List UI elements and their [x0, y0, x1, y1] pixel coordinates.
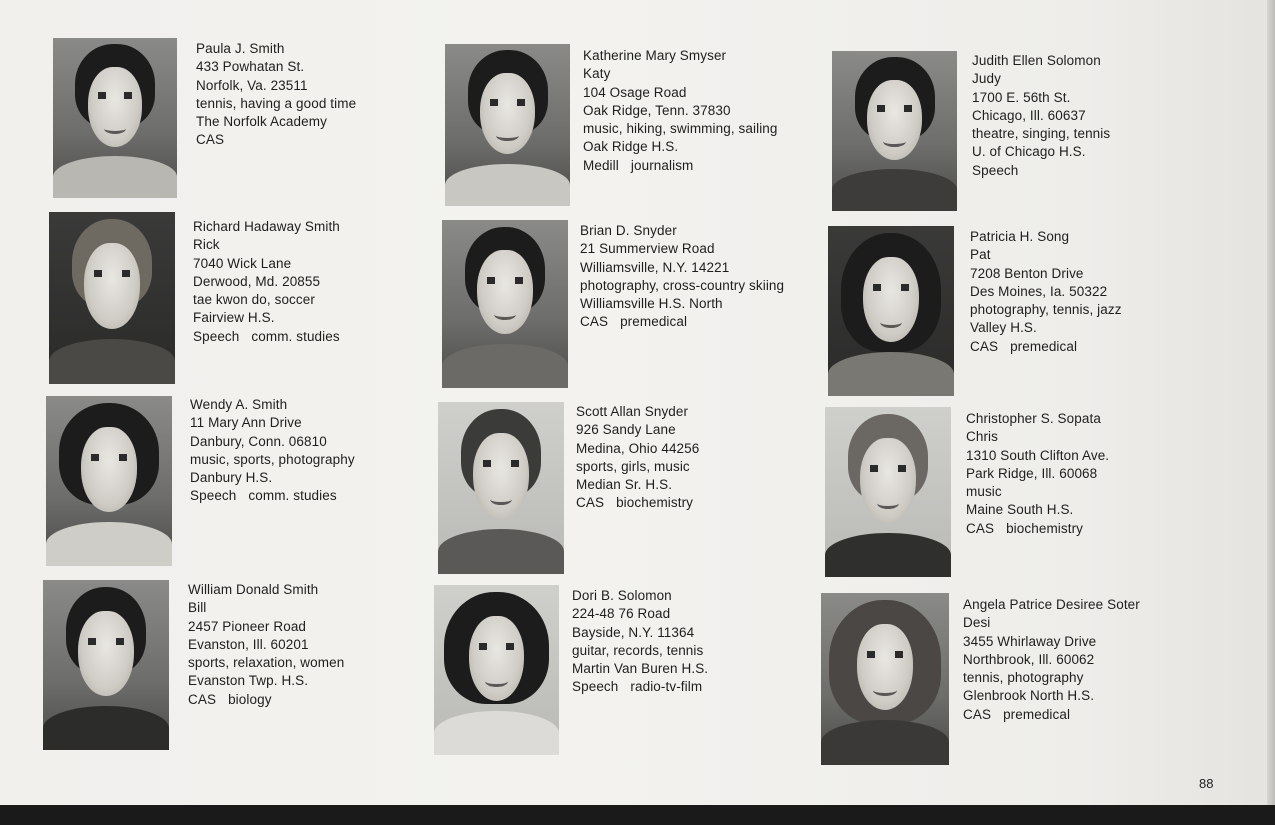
student-city: Park Ridge, Ill. 60068 [966, 465, 1098, 481]
student-info [972, 52, 1110, 180]
student-school: Speech [193, 328, 240, 344]
student-info [193, 218, 340, 346]
student-school: CAS [188, 691, 217, 707]
student-name: Angela Patrice Desiree Soter [963, 597, 1140, 612]
student-interests: music, hiking, swimming, sailing [583, 121, 778, 137]
student-interests: tae kwon do, soccer [193, 292, 315, 308]
student-info [966, 410, 1109, 538]
student-portrait [53, 38, 177, 198]
student-city: Northbrook, Ill. 60062 [963, 651, 1095, 667]
student-street: 3455 Whirlaway Drive [963, 633, 1097, 649]
student-high-school: Glenbrook North H.S. [963, 688, 1095, 704]
student-info [572, 587, 708, 697]
student-high-school: The Norfolk Academy [196, 114, 327, 130]
student-portrait [434, 585, 559, 755]
student-name: Patricia H. Song [970, 229, 1070, 244]
student-major: comm. studies [251, 328, 340, 344]
student-nickname: Bill [188, 600, 207, 616]
student-street: 224-48 76 Road [572, 606, 671, 622]
student-major: radio-tv-film [630, 679, 703, 695]
student-portrait [49, 212, 175, 384]
student-interests: sports, girls, music [576, 458, 690, 474]
page-number: 88 [1199, 776, 1214, 791]
student-high-school: Valley H.S. [970, 320, 1037, 336]
student-school: CAS [196, 132, 225, 148]
student-nickname: Katy [583, 66, 611, 82]
student-nickname: Judy [972, 71, 1001, 87]
student-major: biochemistry [616, 495, 694, 511]
student-city: Oak Ridge, Tenn. 37830 [583, 102, 731, 118]
student-interests: tennis, photography [963, 670, 1084, 686]
student-street: 21 Summerview Road [580, 241, 715, 257]
student-city: Derwood, Md. 20855 [193, 273, 321, 289]
student-high-school: Fairview H.S. [193, 310, 275, 326]
student-street: 7040 Wick Lane [193, 255, 292, 271]
student-city: Danbury, Conn. 06810 [190, 433, 327, 449]
student-name: Christopher S. Sopata [966, 411, 1101, 426]
student-high-school: Danbury H.S. [190, 470, 273, 486]
student-interests: music [966, 484, 1002, 500]
student-info [190, 396, 355, 506]
student-city: Norfolk, Va. 23511 [196, 77, 308, 93]
student-info [580, 222, 784, 332]
student-school: CAS [580, 314, 609, 330]
student-high-school: Williamsville H.S. North [580, 296, 723, 312]
student-name: Paula J. Smith [196, 41, 285, 56]
student-high-school: Oak Ridge H.S. [583, 139, 679, 155]
student-street: 104 Osage Road [583, 84, 687, 100]
student-school: Speech [972, 162, 1019, 178]
student-interests: tennis, having a good time [196, 95, 357, 111]
student-high-school: U. of Chicago H.S. [972, 144, 1086, 160]
student-school: CAS [970, 338, 999, 354]
student-interests: guitar, records, tennis [572, 642, 704, 658]
student-city: Chicago, Ill. 60637 [972, 107, 1086, 123]
student-info [963, 596, 1140, 724]
student-name: Brian D. Snyder [580, 223, 677, 238]
student-major: biochemistry [1006, 520, 1084, 536]
student-city: Williamsville, N.Y. 14221 [580, 259, 730, 275]
student-street: 926 Sandy Lane [576, 422, 676, 438]
student-portrait [43, 580, 169, 750]
student-major: premedical [1010, 338, 1078, 354]
student-portrait [46, 396, 172, 566]
student-portrait [832, 51, 957, 211]
student-info [576, 403, 699, 513]
student-street: 7208 Benton Drive [970, 265, 1084, 281]
student-high-school: Maine South H.S. [966, 502, 1074, 518]
student-high-school: Evanston Twp. H.S. [188, 673, 309, 689]
page-edge-shadow [1267, 0, 1275, 805]
student-major: journalism [630, 157, 694, 173]
student-city: Bayside, N.Y. 11364 [572, 624, 695, 640]
student-major: comm. studies [248, 488, 337, 504]
student-school: Speech [572, 679, 619, 695]
student-street: 1700 E. 56th St. [972, 89, 1071, 105]
student-major: biology [228, 691, 272, 707]
student-street: 2457 Pioneer Road [188, 618, 307, 634]
student-portrait [821, 593, 949, 765]
scan-border [0, 805, 1275, 825]
student-interests: photography, tennis, jazz [970, 302, 1122, 318]
student-portrait [442, 220, 568, 388]
student-school: Speech [190, 488, 237, 504]
student-high-school: Median Sr. H.S. [576, 477, 673, 493]
student-info [196, 40, 356, 150]
student-city: Des Moines, Ia. 50322 [970, 283, 1108, 299]
student-name: Wendy A. Smith [190, 397, 288, 412]
student-school: CAS [963, 706, 992, 722]
student-city: Medina, Ohio 44256 [576, 440, 700, 456]
student-nickname: Rick [193, 237, 220, 253]
student-portrait [825, 407, 951, 577]
student-nickname: Pat [970, 247, 991, 263]
student-school: CAS [576, 495, 605, 511]
student-info [188, 581, 344, 709]
student-portrait [438, 402, 564, 574]
student-name: William Donald Smith [188, 582, 319, 597]
student-name: Scott Allan Snyder [576, 404, 689, 419]
student-major: premedical [1003, 706, 1071, 722]
student-major: premedical [620, 314, 688, 330]
student-info [583, 47, 778, 175]
student-interests: photography, cross-country skiing [580, 277, 785, 293]
student-high-school: Martin Van Buren H.S. [572, 661, 709, 677]
student-school: Medill [583, 157, 619, 173]
student-name: Judith Ellen Solomon [972, 53, 1101, 68]
student-portrait [828, 226, 954, 396]
student-street: 11 Mary Ann Drive [190, 415, 302, 431]
student-school: CAS [966, 520, 995, 536]
student-name: Katherine Mary Smyser [583, 48, 727, 63]
student-name: Richard Hadaway Smith [193, 219, 340, 234]
student-interests: sports, relaxation, women [188, 655, 345, 671]
student-street: 1310 South Clifton Ave. [966, 447, 1110, 463]
student-name: Dori B. Solomon [572, 588, 672, 603]
student-info [970, 228, 1122, 356]
student-nickname: Desi [963, 615, 991, 631]
student-city: Evanston, Ill. 60201 [188, 636, 309, 652]
student-portrait [445, 44, 570, 206]
student-street: 433 Powhatan St. [196, 59, 305, 75]
student-interests: theatre, singing, tennis [972, 126, 1111, 142]
student-interests: music, sports, photography [190, 451, 355, 467]
student-nickname: Chris [966, 429, 999, 445]
